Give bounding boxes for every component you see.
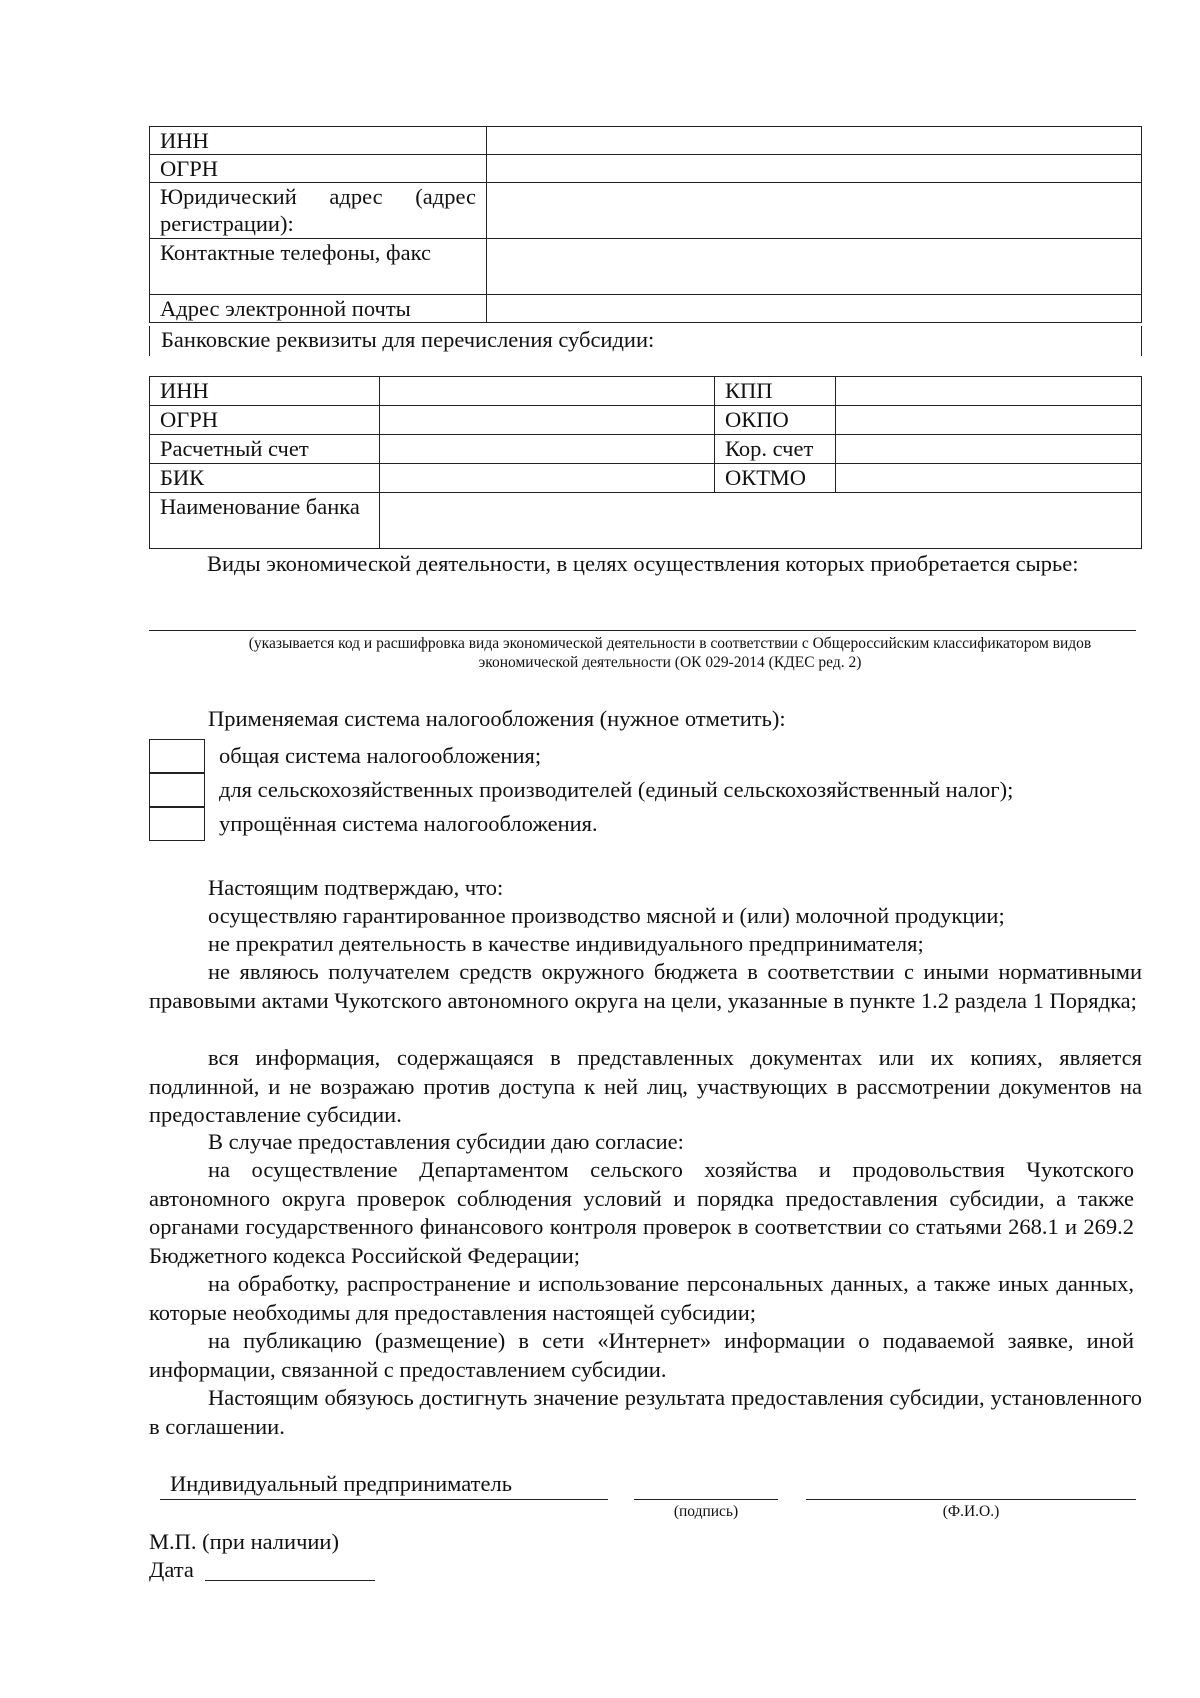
- table-row: [150, 435, 1142, 464]
- table-row: [150, 239, 1142, 295]
- org-ogrn-value[interactable]: [487, 155, 1142, 183]
- bank-account-value[interactable]: [380, 435, 715, 464]
- org-details-table: [149, 126, 1142, 323]
- org-address-value[interactable]: [487, 183, 1142, 239]
- org-email-label: Адрес электронной почты: [150, 295, 487, 323]
- table-row: [150, 464, 1142, 493]
- tax-option-simplified: упрощённая система налогообложения.: [219, 811, 598, 836]
- tax-checkbox-simplified[interactable]: [149, 807, 205, 841]
- role-line: [160, 1499, 608, 1500]
- tax-heading: Применяемая система налогообложения (нужное отметить):: [208, 706, 786, 731]
- tax-option-agri: для сельскохозяйственных производителей (единый сельскохозяйственный налог);: [219, 777, 1014, 802]
- bank-okpo-label: ОКПО: [715, 406, 836, 435]
- signature-line[interactable]: [634, 1499, 778, 1500]
- org-ogrn-label: ОГРН: [150, 155, 487, 183]
- confirm-item-4: вся информация, содержащаяся в представленных документах или их копиях, является подлинной, и не возражаю против доступа к ней лиц, участвующих в рассмотрении документов на предоставление субсидии.: [149, 1045, 1142, 1127]
- org-phone-value[interactable]: [487, 239, 1142, 295]
- date-label: Дата: [149, 1557, 194, 1582]
- table-row: [150, 406, 1142, 435]
- table-row: [150, 295, 1142, 323]
- name-caption: (Ф.И.О.): [942, 1503, 1000, 1520]
- bank-inn-label: ИНН: [150, 377, 380, 406]
- tax-checkbox-general[interactable]: [149, 739, 205, 773]
- signature-role: Индивидуальный предприниматель: [170, 1471, 512, 1496]
- bank-inn-value[interactable]: [380, 377, 715, 406]
- org-phone-label: Контактные телефоны, факс: [150, 239, 487, 295]
- activity-note: (указывается код и расшифровка вида экономической деятельности в соответствии с Общероссийским классификатором видов экономической деятельности (ОК 029-2014 (КДЕС ред. 2): [248, 635, 1092, 671]
- bank-corr-account-value[interactable]: [836, 435, 1142, 464]
- confirm-item-1: осуществляю гарантированное производство мясной и (или) молочной продукции;: [208, 903, 1005, 928]
- consent-heading: В случае предоставления субсидии даю согласие:: [208, 1129, 684, 1154]
- bank-name-label: Наименование банка: [150, 493, 380, 549]
- bank-account-label: Расчетный счет: [150, 435, 380, 464]
- table-row: [150, 155, 1142, 183]
- table-row: [150, 127, 1142, 155]
- bank-oktmo-value[interactable]: [836, 464, 1142, 493]
- signature-caption: (подпись): [673, 1503, 739, 1520]
- stamp-label: М.П. (при наличии): [149, 1529, 339, 1554]
- org-inn-value[interactable]: [487, 127, 1142, 155]
- tax-checkbox-agri[interactable]: [149, 773, 205, 807]
- confirm-heading: Настоящим подтверждаю, что:: [208, 875, 504, 900]
- bank-corr-account-label: Кор. счет: [715, 435, 836, 464]
- date-line[interactable]: [205, 1580, 375, 1581]
- bank-details-table: [149, 376, 1142, 549]
- org-inn-label: ИНН: [150, 127, 487, 155]
- bank-kpp-value[interactable]: [836, 377, 1142, 406]
- consent-item-2: на обработку, распространение и использование персональных данных, а также иных данных, которые необходимы для предоставления настоящей субсидии;: [149, 1271, 1134, 1325]
- obligation-text: Настоящим обязуюсь достигнуть значение результата предоставления субсидии, установленного в соглашении.: [149, 1385, 1142, 1439]
- bank-ogrn-label: ОГРН: [150, 406, 380, 435]
- tax-option-general: общая система налогообложения;: [219, 743, 542, 768]
- org-address-label: Юридический адрес (адрес регистрации):: [150, 183, 487, 239]
- activity-text: Виды экономической деятельности, в целях осуществления которых приобретается сырье:: [207, 551, 1079, 576]
- bank-name-value[interactable]: [380, 493, 1142, 549]
- confirm-item-2: не прекратил деятельность в качестве индивидуального предпринимателя;: [208, 931, 924, 956]
- org-email-value[interactable]: [487, 295, 1142, 323]
- confirm-item-3: не являюсь получателем средств окружного бюджета в соответствии с иными нормативными правовыми актами Чукотского автономного округа на цели, указанные в пункте 1.2 раздела 1 Порядка;: [149, 959, 1142, 1013]
- consent-item-1: на осуществление Департаментом сельского хозяйства и продовольствия Чукотского автономного округа проверок соблюдения условий и порядка предоставления субсидии, а также органами государственного финансового контроля проверок в соответствии со статьями 268.1 и 269.2 Бюджетного кодекса Российской Федерации;: [149, 1157, 1134, 1268]
- bank-kpp-label: КПП: [715, 377, 836, 406]
- bank-details-heading: Банковские реквизиты для перечисления субсидии:: [149, 326, 1142, 356]
- bank-ogrn-value[interactable]: [380, 406, 715, 435]
- bank-okpo-value[interactable]: [836, 406, 1142, 435]
- activity-input-line[interactable]: [149, 630, 1136, 631]
- table-row: [150, 493, 1142, 549]
- bank-oktmo-label: ОКТМО: [715, 464, 836, 493]
- table-row: [150, 183, 1142, 239]
- bank-bik-value[interactable]: [380, 464, 715, 493]
- table-row: [150, 377, 1142, 406]
- consent-item-3: на публикацию (размещение) в сети «Интернет» информации о подаваемой заявке, иной информации, связанной с предоставлением субсидии.: [149, 1328, 1134, 1382]
- name-line[interactable]: [806, 1499, 1136, 1500]
- bank-bik-label: БИК: [150, 464, 380, 493]
